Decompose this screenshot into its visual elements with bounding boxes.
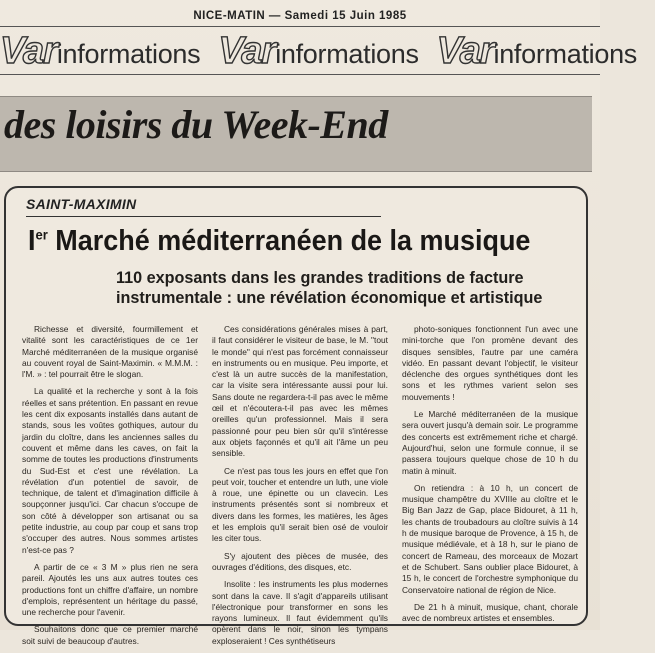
article-subhead [116,268,586,308]
band-cell [437,30,637,73]
paragraph: Ces considérations générales mises à part, il faut considérer le visiteur de base, le M. "tout le monde" qui n'est pas forcément connaisseur en instruments ou en musique. Peu importe, et c'est là un autre succès de la manifestation, car la visite sera intéressante aussi pour lui. Sans doute ne regardera-t-il pas avec le même œil et n'écoutera-t-il pas avec les mêmes oreilles qu'un professionnel. Mais il sera passionné pour peu bien sûr qu'il s'intéresse aux objets façonnés et qu'il ait l'âme un peu sensible. [212,324,388,459]
paragraph: photo-soniques fonctionnent l'un avec une mini-torche que l'on promène devant des disques sensibles, l'autre par une caméra vidéo. En passant devant l'objectif, le visiteur déclenche des orgues synthétiques dont les sons et les rythmes varient selon ses mouvements ! [402,324,578,402]
article-kicker: SAINT-MAXIMIN [26,196,137,212]
masthead-rule [0,26,600,27]
informations-label: informations [493,39,637,69]
article-headline [28,224,544,258]
article-column-3 [402,324,578,653]
paragraph: De 21 h à minuit, musique, chant, chorale avec de nombreux artistes et ensembles. [402,601,578,624]
paragraph: Richesse et diversité, fourmillement et vitalité sont les caractéristiques de ce 1er Marché méditerranéen de la musique organisé au couvent royal de Saint-Maximin. « M.M.M. : l'M. » : tel pourrait être le slogan. [22,324,198,380]
section-title: des loisirs du Week-End [4,102,388,147]
band-rule [0,74,600,75]
article-columns [22,324,578,653]
headline-prefix: I [28,225,36,257]
band-cell [218,30,418,73]
paragraph: Ce n'est pas tous les jours en effet que l'on peut voir, toucher et entendre un luth, une viole à roue, une épinette ou un clavecin. Les instruments présentés sont si nombreux et divers dans les formes, les matières, les âges et les emplois qu'il serait bien osé de vouloir les citer tous. [212,465,388,544]
paragraph: A partir de ce « 3 M » plus rien ne sera pareil. Ajoutés les uns aux autres toutes ces productions font un chiffre d'affaire, un nombre d'emplois, représentent un héritage du passé, une recherche pour l'avenir. [22,561,198,618]
var-logo: Var [0,30,57,72]
paragraph: La qualité et la recherche y sont à la fois réelles et sans prétention. En passant en revue les cent dix exposants installés dans autant de stands, sous les voûtes gothiques, autour du jardin du cloître, dans les anciennes salles du couvent et même dans les caves, on fait la somme de toutes les productions d'instruments du Sud-Est et c'est une révélation. La révélation d'un potentiel de savoir, de technique, de talent et d'imagination difficile à soupçonner jusqu'ici. Car chacun s'occupe de son côté à développer son artisanat ou sa petite industrie, au coup par coup et sans trop s'occuper des autres. Nous sommes artistes n'est-ce pas ? [22,386,198,555]
informations-label: informations [56,39,201,69]
var-logo: Var [436,30,494,72]
subhead-line: 110 exposants dans les grandes traditions de facture [116,269,524,287]
headline-rest: Marché méditerranéen de la musique [47,225,531,257]
article-column-2 [212,324,388,653]
kicker-rule [26,216,381,217]
paragraph: Insolite : les instruments les plus modernes sont dans la cave. Il s'agit d'appareils utilisant l'électronique pour transformer en sons les rayons lumineux. Il faut évidemment qu'ils opèrent dans le noir, sinon les tympans exploseraient ! Ces synthétiseurs [212,579,388,646]
var-logo: Var [218,30,276,72]
subhead-line: instrumentale : une révélation économique et artistique [116,289,543,307]
paragraph: On retiendra : à 10 h, un concert de musique champêtre du XVIIIe au cloître et le Big Ban Jazz de Gap, place Bidouret, à 11 h, les chants de troubadours au cloître suivis à 14 h de musique baroque de Provence, à 15 h, de musique médiévale, et à 18 h, sur le piano de concert de Rameau, des morceaux de Mozart et de Schubert. Sans oublier place Bidouret, à 15 h, le concert de l'orchestre symphonique du Conservatoire national de région de Nice. [402,482,578,595]
article-box [4,186,588,646]
masthead: NICE-MATIN — Samedi 15 Juin 1985 [193,10,407,22]
informations-label: informations [275,39,419,69]
var-informations-band [0,30,637,72]
band-cell [0,30,200,73]
paragraph: Souhaitons donc que ce premier marché soit suivi de beaucoup d'autres. [22,624,198,646]
weekend-section-banner [0,96,592,172]
paragraph: S'y ajoutent des pièces de musée, des ouvrages d'éditions, des disques, etc. [212,550,388,572]
article-column-1 [22,324,198,653]
paragraph: Le Marché méditerranéen de la musique sera ouvert jusqu'à demain soir. Le programme des concerts est extrêmement riche et chargé. Aujourd'hui, selon une formule connue, il se passera toujours quelque chose de 10 h du matin à minuit. [402,409,578,476]
headline-superscript: er [35,226,48,243]
